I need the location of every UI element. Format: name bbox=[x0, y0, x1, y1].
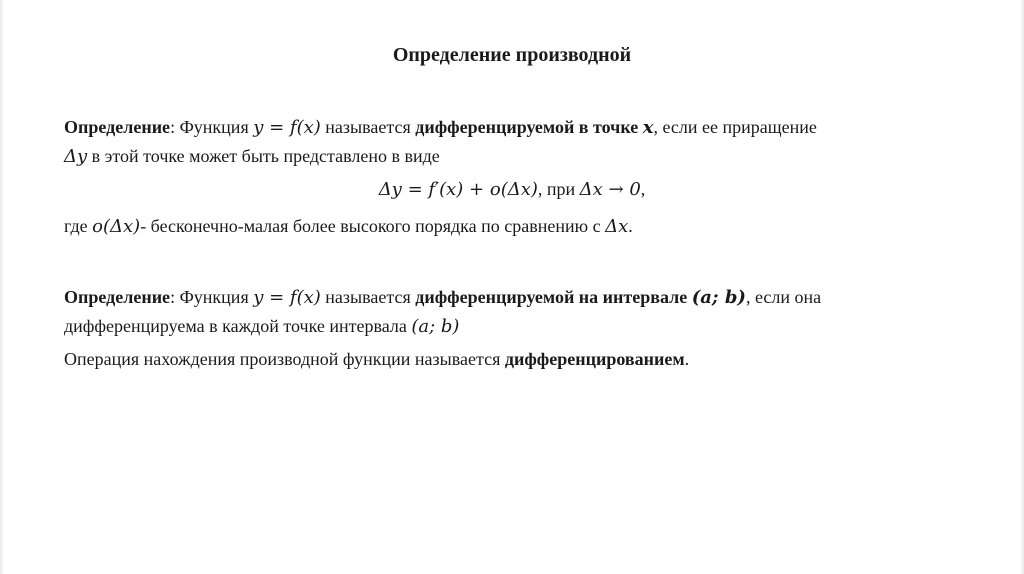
text: где bbox=[64, 216, 93, 236]
definition-label: Определение bbox=[64, 287, 171, 307]
increment-formula-line bbox=[0, 175, 1024, 204]
definition-label: Определение bbox=[64, 117, 171, 137]
text: Функция bbox=[175, 287, 254, 307]
text: . bbox=[628, 216, 633, 236]
little-o-term: o(Δx) bbox=[92, 216, 141, 237]
text: называется bbox=[320, 287, 416, 307]
bold-term: дифференцируемой в точке bbox=[415, 117, 643, 137]
text: , bbox=[640, 179, 646, 199]
infinitesimal-explanation bbox=[64, 212, 972, 241]
limit-condition: Δx → 0 bbox=[579, 179, 641, 200]
text: называется bbox=[320, 117, 416, 137]
differentiation-definition bbox=[64, 345, 972, 373]
definition-colon: : bbox=[170, 287, 176, 307]
function-formula: y = f(x) bbox=[253, 287, 321, 308]
text: Функция bbox=[175, 117, 254, 137]
text: - бесконечно-малая более высокого порядка по сравнению с bbox=[140, 216, 606, 236]
text: . bbox=[684, 349, 690, 369]
increment-formula: Δy = f′(x) + o(Δx) bbox=[378, 179, 538, 200]
function-formula: y = f(x) bbox=[253, 117, 321, 138]
definition-differentiable-on-interval bbox=[64, 283, 972, 341]
text: , если ее приращение bbox=[653, 117, 817, 137]
delta-x: Δx bbox=[605, 216, 629, 237]
definition-differentiable-at-point bbox=[64, 113, 972, 171]
text: Операция нахождения производной функции называется bbox=[64, 349, 505, 369]
bold-term: дифференцируемой на интервале bbox=[415, 287, 692, 307]
definition-colon: : bbox=[170, 117, 176, 137]
text: , если она bbox=[745, 287, 822, 307]
text: дифференцируема в каждой точке интервала bbox=[64, 316, 412, 336]
text: , при bbox=[537, 179, 580, 199]
text: в этой точке может быть представлено в виде bbox=[87, 146, 440, 166]
bold-term: дифференцированием bbox=[504, 349, 685, 369]
interval: (a; b) bbox=[411, 316, 460, 337]
bold-variable: x bbox=[642, 117, 654, 138]
bold-interval: (a; b) bbox=[691, 287, 746, 308]
increment-variable: Δy bbox=[64, 146, 88, 167]
slide-title: Определение производной bbox=[392, 44, 632, 66]
